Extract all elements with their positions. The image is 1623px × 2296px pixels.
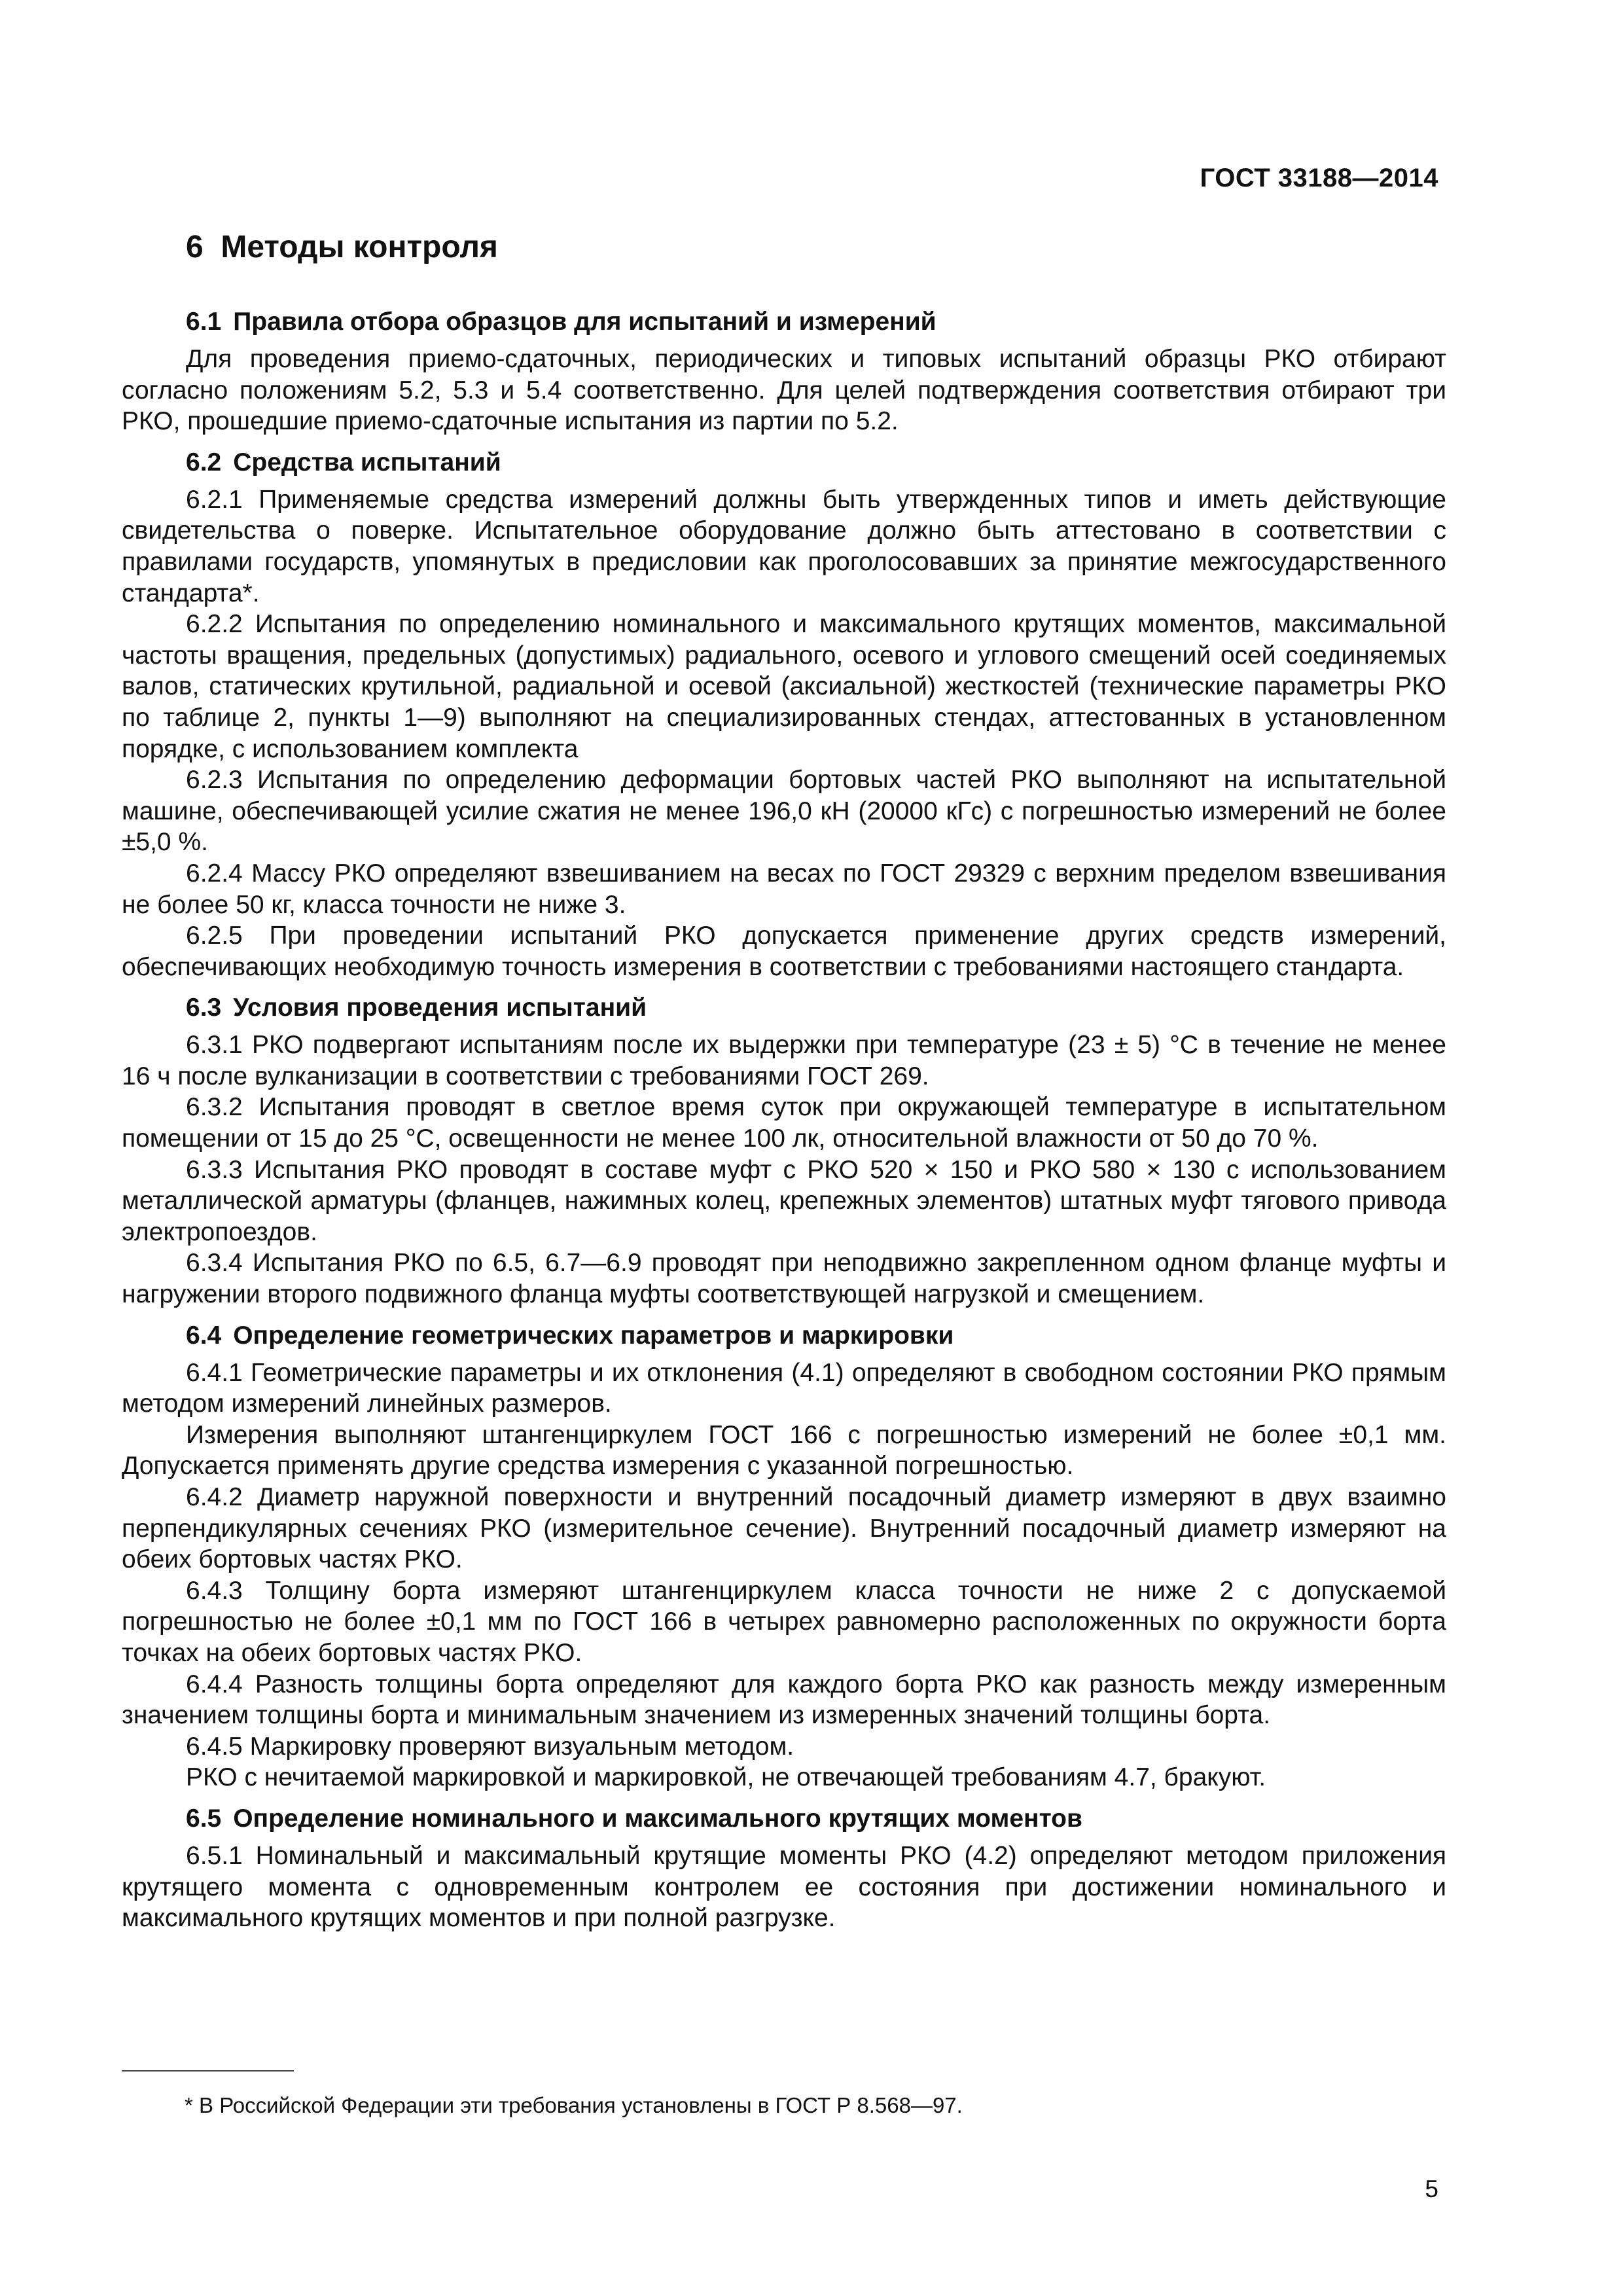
page-number: 5 [1425, 2176, 1438, 2202]
subsection-number: 6.2 [186, 448, 222, 476]
footnote-divider [122, 2070, 294, 2072]
paragraph: 6.3.2 Испытания проводят в светлое время суток при окружающей температуре в испытательном помещении от 15 до 25 °С, освещенности не менее 100 лк, относительной влажности от 50 до 70 %. [122, 1093, 1446, 1153]
paragraph: 6.2.3 Испытания по определению деформации бортовых частей РКО выполняют на испытательной машине, обеспечивающей усилие сжатия не менее 196,0 кН (20000 кГс) с погрешностью измерений не более ±5,0 %. [122, 766, 1446, 857]
paragraph: Для проведения приемо-сдаточных, периодических и типовых испытаний образцы РКО отбирают согласно положениям 5.2, 5.3 и 5.4 соответственно. Для целей подтверждения соответствия отбирают три РКО, прошедшие приемо-сдаточные испытания из партии по 5.2. [122, 345, 1446, 436]
section-title [186, 229, 1446, 265]
paragraph: 6.4.5 Маркировку проверяют визуальным методом. [186, 1732, 794, 1761]
paragraph: 6.2.1 Применяемые средства измерений должны быть утвержденных типов и иметь действующие свидетельства о поверке. Испытательное оборудование должно быть аттестовано в соответствии с правилами государств, упомянутых в предисловии как проголосовавших за принятие межгосударственного стандарта*. [122, 485, 1446, 607]
paragraph: 6.4.4 Разность толщины борта определяют для каждого борта РКО как разность между измеренным значением толщины борта и минимальным значением из измеренных значений толщины борта. [122, 1670, 1446, 1730]
subsection-title: Определение геометрических параметров и маркировки [233, 1321, 954, 1350]
paragraph: РКО с нечитаемой маркировкой и маркировкой, не отвечающей требованиям 4.7, бракуют. [186, 1763, 1266, 1792]
subsection-heading [186, 446, 1446, 479]
page-content [122, 229, 1446, 1934]
paragraph: 6.2.5 При проведении испытаний РКО допускается применение других средств измерений, обеспечивающих необходимую точность измерения в соответствии с требованиями настоящего стандарта. [122, 922, 1446, 981]
document-code: ГОСТ 33188—2014 [1200, 164, 1438, 192]
subsection-heading [186, 1803, 1446, 1835]
section-number: 6 [186, 230, 204, 264]
section-body [122, 306, 1446, 1934]
footnote: * В Российской Федерации эти требования установлены в ГОСТ Р 8.568—97. [185, 2093, 963, 2117]
paragraph: 6.3.3 Испытания РКО проводят в составе муфт с РКО 520 × 150 и РКО 580 × 130 с использованием металлической арматуры (фланцев, нажимных колец, крепежных элементов) штатных муфт тягового привода электропоездов. [122, 1155, 1446, 1246]
paragraph: 6.4.1 Геометрические параметры и их отклонения (4.1) определяют в свободном состоянии РКО прямым методом измерений линейных размеров. [122, 1358, 1446, 1418]
subsection-number: 6.5 [186, 1804, 222, 1833]
paragraph: 6.3.4 Испытания РКО по 6.5, 6.7—6.9 проводят при неподвижно закрепленном одном фланце муфты и нагружении второго подвижного фланца муфты соответствующей нагрузкой и смещением. [122, 1249, 1446, 1309]
subsection-number: 6.3 [186, 994, 222, 1022]
subsection-heading [186, 306, 1446, 338]
subsection-title: Средства испытаний [233, 448, 501, 476]
paragraph: 6.2.4 Массу РКО определяют взвешиванием на весах по ГОСТ 29329 с верхним пределом взвешивания не более 50 кг, класса точности не ниже 3. [122, 859, 1446, 919]
paragraph: 6.4.2 Диаметр наружной поверхности и внутренний посадочный диаметр измеряют в двух взаимно перпендикулярных сечениях РКО (измерительное сечение). Внутренний посадочный диаметр измеряют на обеих бортовых частях РКО. [122, 1483, 1446, 1574]
paragraph: 6.2.2 Испытания по определению номинального и максимального крутящих моментов, максимальной частоты вращения, предельных (допустимых) радиального, осевого и углового смещений осей соединяемых валов, статических крутильной, радиальной и осевой (аксиальной) жесткостей (технические параметры РКО по таблице 2, пункты 1—9) выполняют на специализированных стендах, аттестованных в установленном порядке, с использованием комплекта [122, 610, 1446, 763]
subsection-heading [186, 992, 1446, 1024]
subsection-title: Правила отбора образцов для испытаний и измерений [233, 308, 936, 336]
section-heading-text: Методы контроля [221, 230, 498, 264]
subsection-heading [186, 1319, 1446, 1352]
subsection-title: Определение номинального и максимального крутящих моментов [233, 1804, 1082, 1833]
subsection-number: 6.1 [186, 308, 222, 336]
subsection-title: Условия проведения испытаний [233, 994, 647, 1022]
paragraph: 6.5.1 Номинальный и максимальный крутящие моменты РКО (4.2) определяют методом приложения крутящего момента с одновременным контролем ее состояния при достижении номинального и максимального крутящих моментов и при полной разгрузке. [122, 1841, 1446, 1933]
paragraph: 6.3.1 РКО подвергают испытаниям после их выдержки при температуре (23 ± 5) °С в течение не менее 16 ч после вулканизации в соответствии с требованиями ГОСТ 269. [122, 1031, 1446, 1090]
paragraph: 6.4.3 Толщину борта измеряют штангенциркулем класса точности не ниже 2 с допускаемой погрешностью не более ±0,1 мм по ГОСТ 166 в четырех равномерно расположенных по окружности борта точках на обеих бортовых частях РКО. [122, 1576, 1446, 1667]
subsection-number: 6.4 [186, 1321, 222, 1350]
paragraph: Измерения выполняют штангенциркулем ГОСТ 166 с погрешностью измерений не более ±0,1 мм. Допускается применять другие средства измерения с указанной погрешностью. [122, 1420, 1446, 1480]
